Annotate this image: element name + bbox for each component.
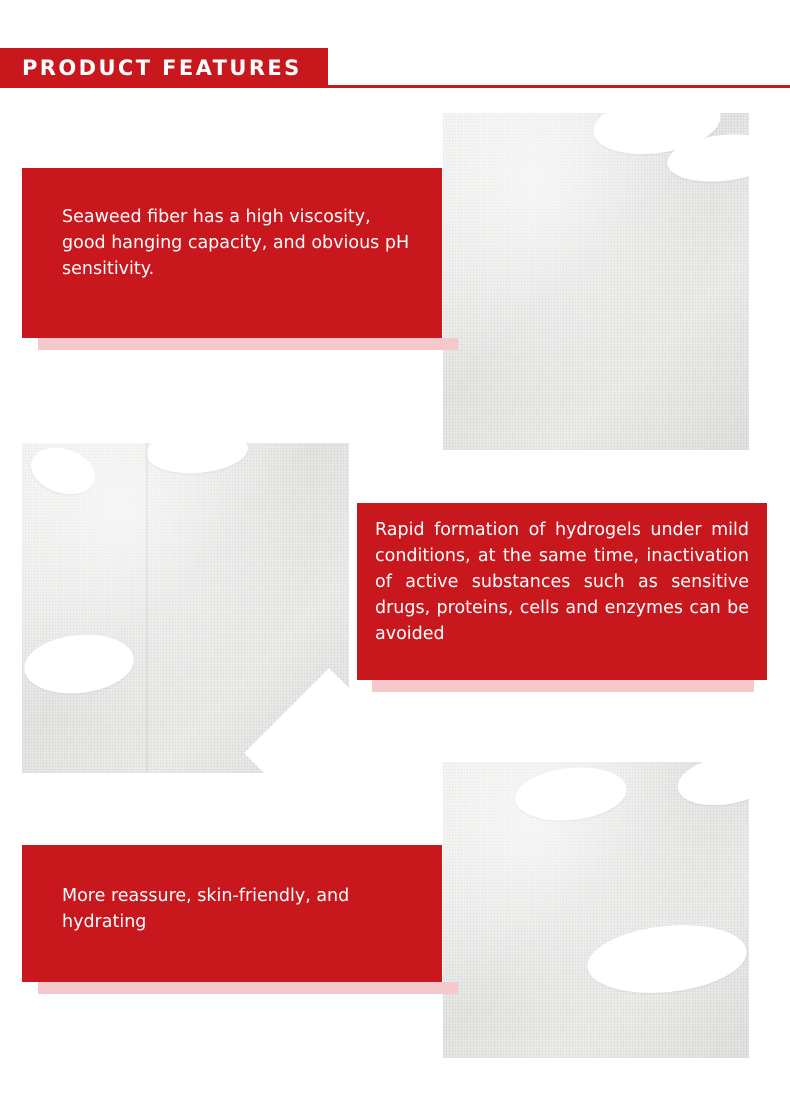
feature-caption-3	[22, 845, 442, 982]
feature-caption-text-1: Seaweed fiber has a high viscosity, good hanging capacity, and obvious pH sensitivity.	[62, 207, 410, 279]
feature-caption-1	[22, 168, 442, 338]
feature-image-2	[22, 443, 349, 773]
feature-image-1	[443, 113, 749, 450]
feature-caption-text-2: Rapid formation of hydrogels under mild conditions, at the same time, inactivation of active substances such as sensitive drugs, proteins, cells and enzymes can be avoided	[375, 520, 749, 644]
feature-caption-text-3: More reassure, skin-friendly, and hydrating	[62, 886, 350, 932]
caption-shadow-2	[372, 680, 754, 692]
feature-image-3	[443, 762, 749, 1058]
caption-shadow-1	[38, 338, 458, 350]
page-title: PRODUCT FEATURES	[0, 48, 328, 88]
caption-shadow-3	[38, 982, 458, 994]
feature-caption-2	[357, 503, 767, 680]
mask-fold-edge	[146, 443, 148, 773]
